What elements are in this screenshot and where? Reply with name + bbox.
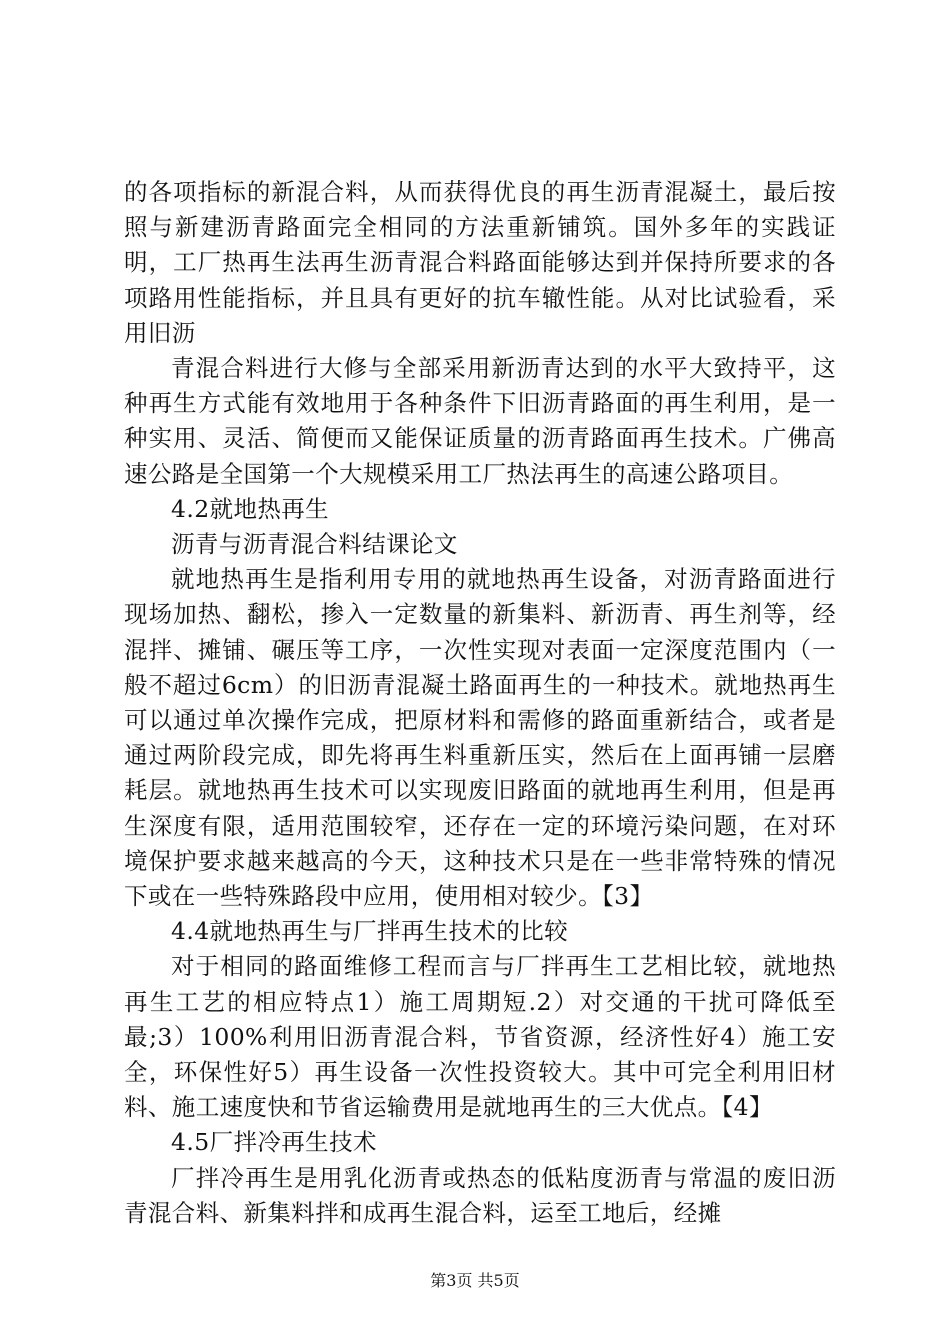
section-heading-4-2: 4.2就地热再生 bbox=[171, 494, 330, 523]
paragraph-plant-recycling: 青混合料进行大修与全部采用新沥青达到的水平大致持平，这种再生方式能有效地用于各种条件下旧沥青路面的再生利用，是一种实用、灵活、简便而又能保证质量的沥青路面再生技术。广佛高速公路是全国第一个大规模采用工厂热法再生的高速公路项目。 bbox=[124, 354, 836, 488]
paragraph-plant-cold-recycling: 厂拌冷再生是用乳化沥青或热态的低粘度沥青与常温的废旧沥青混合料、新集料拌和成再生混合料，运至工地后，经摊 bbox=[124, 1163, 836, 1227]
section-heading-4-5: 4.5厂拌冷再生技术 bbox=[171, 1128, 377, 1157]
section-heading-4-4: 4.4就地热再生与厂拌再生技术的比较 bbox=[171, 917, 569, 946]
paragraph-in-place-hot-recycling: 就地热再生是指利用专用的就地热再生设备，对沥青路面进行现场加热、翻松，掺入一定数量的新集料、新沥青、再生剂等，经混拌、摊铺、碾压等工序，一次性实现对表面一定深度范围内（一般不超过6cm）的旧沥青混凝土路面再生的一种技术。就地热再生可以通过单次操作完成，把原材料和需修的路面重新结合，或者是通过两阶段完成，即先将再生料重新压实，然后在上面再铺一层磨耗层。就地热再生技术可以实现废旧路面的就地再生利用，但是再生深度有限，适用范围较窄，还存在一定的环境污染问题，在对环境保护要求越来越高的今天，这种技术只是在一些非常特殊的情况下或在一些特殊路段中应用，使用相对较少。【3】 bbox=[124, 565, 836, 911]
document-body bbox=[124, 175, 836, 1231]
document-title-line: 沥青与沥青混合料结课论文 bbox=[171, 530, 458, 559]
paragraph-continuation: 的各项指标的新混合料，从而获得优良的再生沥青混凝土，最后按照与新建沥青路面完全相同的方法重新铺筑。国外多年的实践证明，工厂热再生法再生沥青混合料路面能够达到并保持所要求的各项路用性能指标，并且具有更好的抗车辙性能。从对比试验看，采用旧沥 bbox=[124, 178, 836, 347]
paragraph-comparison: 对于相同的路面维修工程而言与厂拌再生工艺相比较，就地热再生工艺的相应特点1）施工周期短.2）对交通的干扰可降低至最;3）100%利用旧沥青混合料，节省资源，经济性好4）施工安全，环保性好5）再生设备一次性投资较大。其中可完全利用旧材料、施工速度快和节省运输费用是就地再生的三大优点。【4】 bbox=[124, 952, 836, 1122]
page-number-footer: 第3页 共5页 bbox=[430, 1271, 520, 1290]
